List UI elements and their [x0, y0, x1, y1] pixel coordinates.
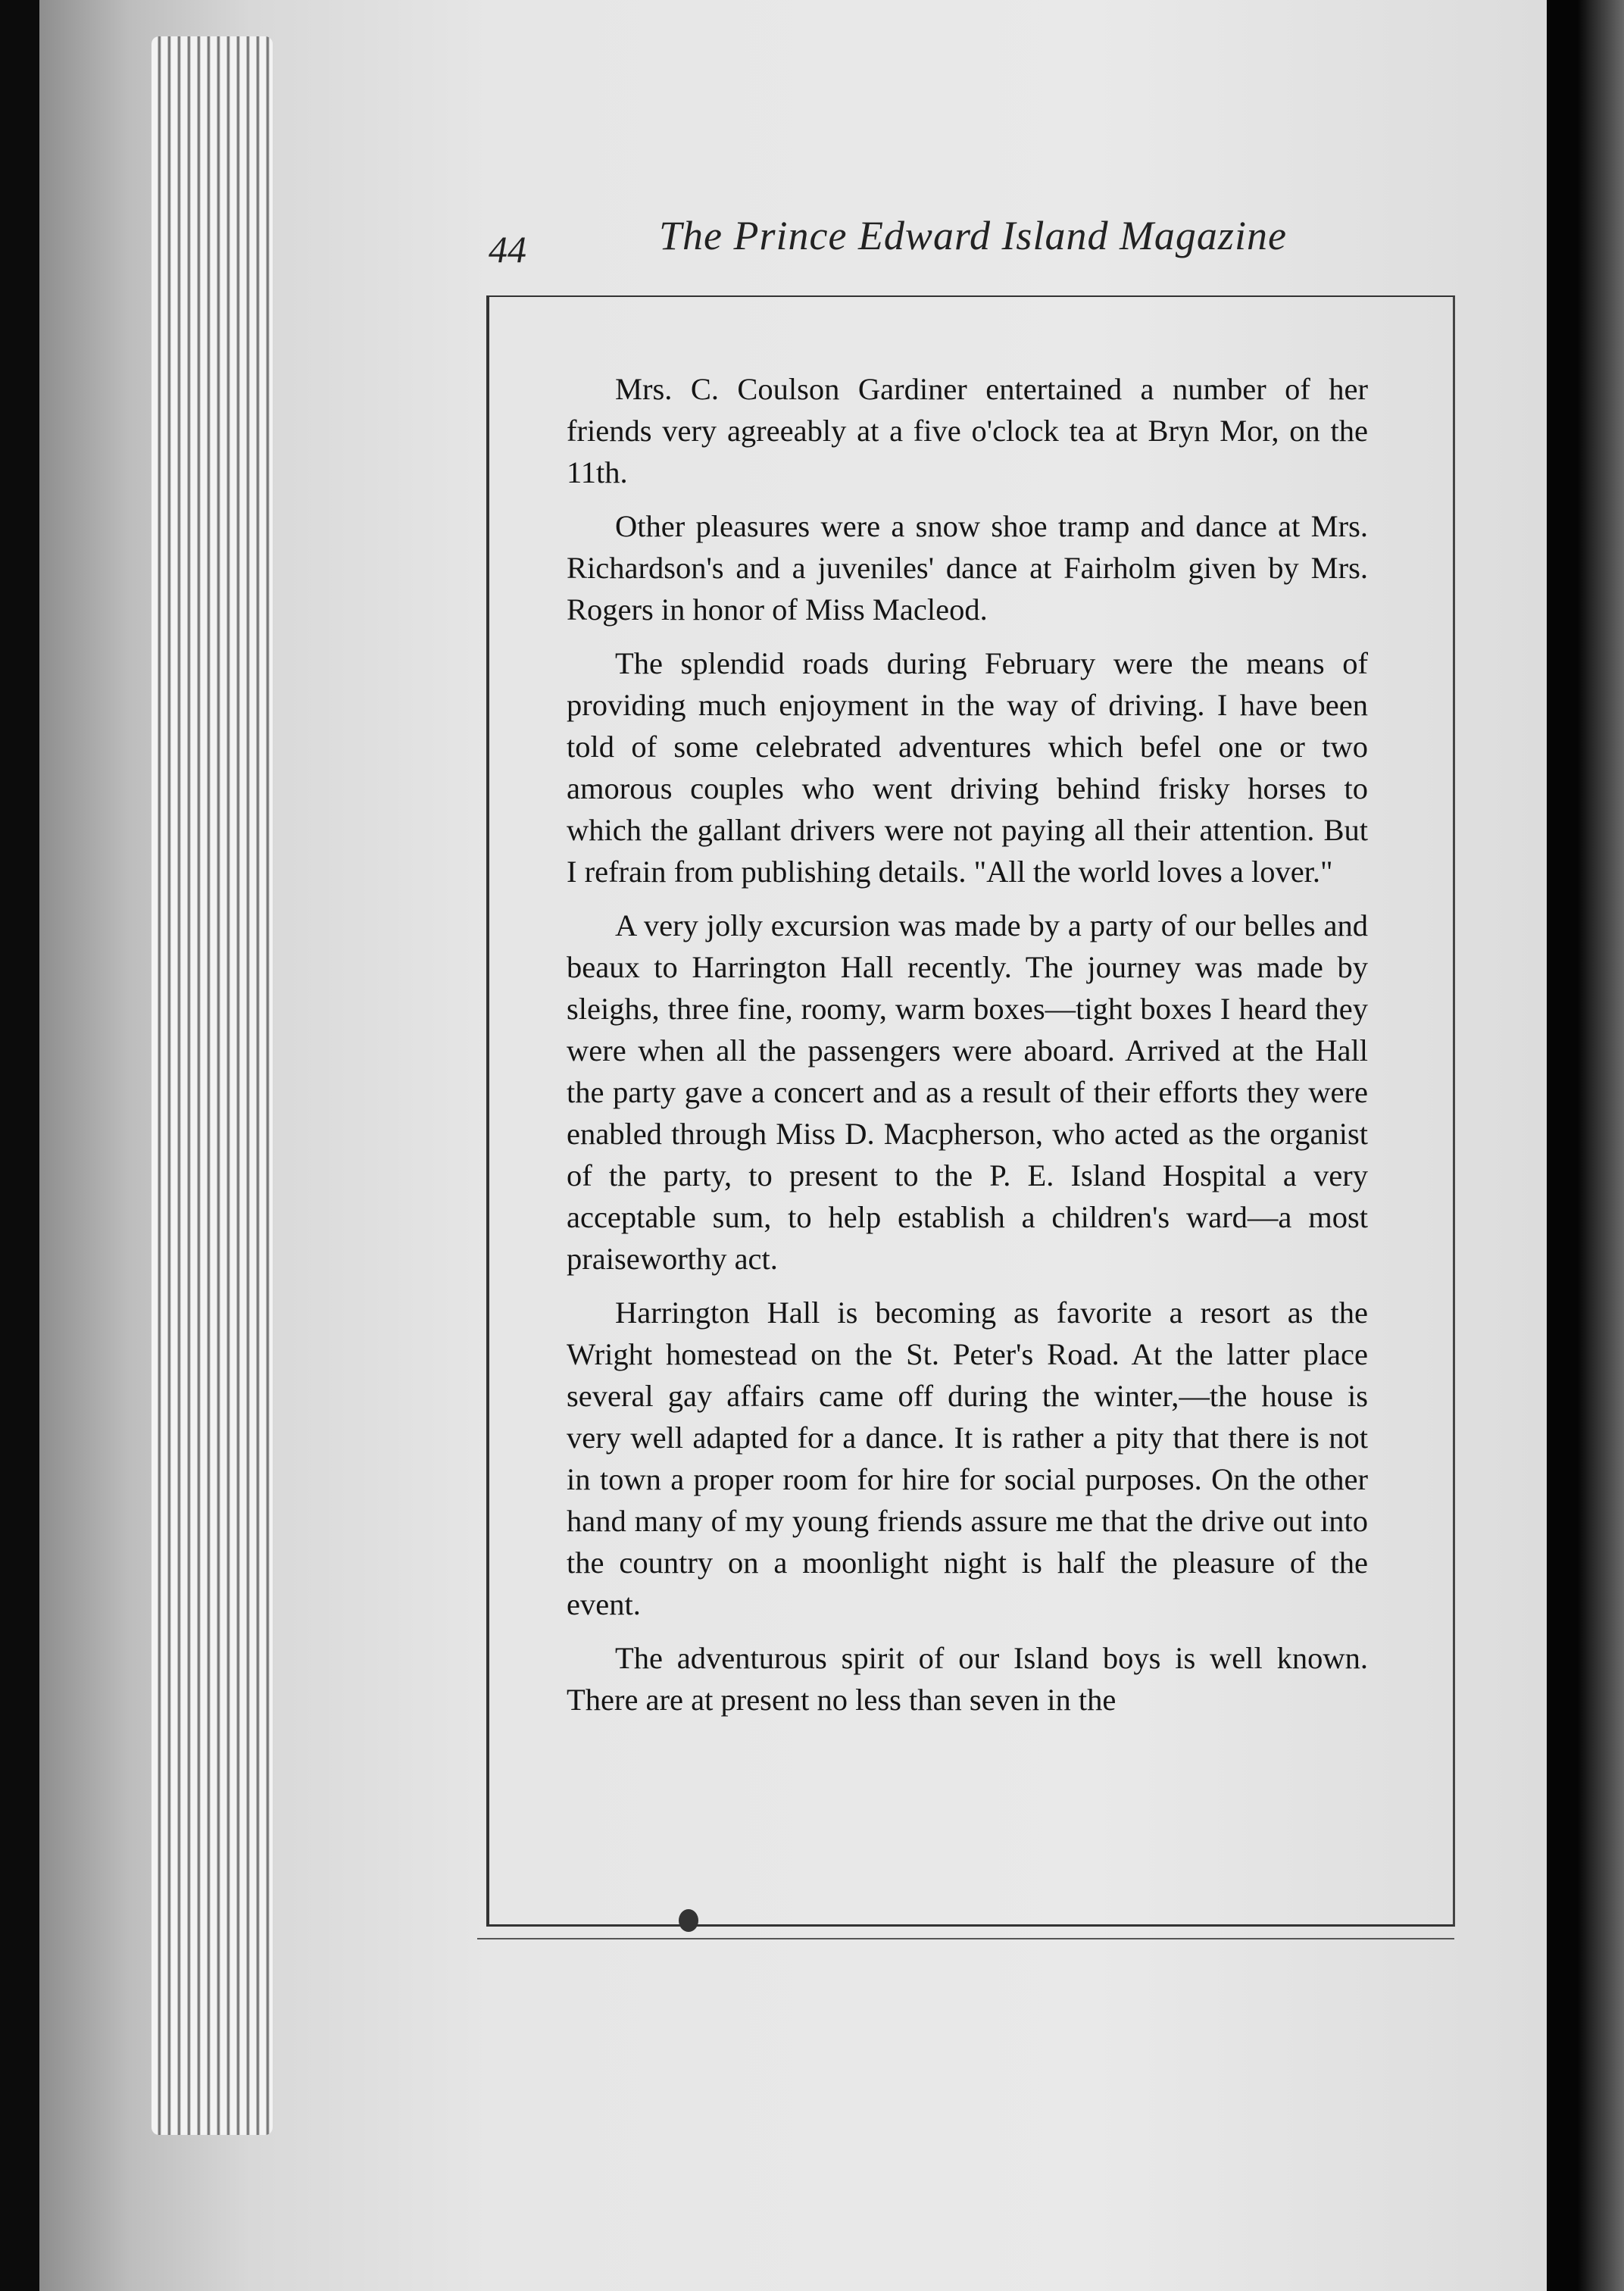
paragraph-5: Harrington Hall is becoming as favorite a resort as the Wright homestead on the St. Peter's Road. At the latter place several gay affairs came off during the winter,—the house is very well adapted for a dance. It is rather a pity that there is not in town a proper room for hire for social purposes. On the other hand many of my young friends assure me that the drive out into the country on a moonlight night is half the pleasure of the event. — [567, 1296, 1368, 1621]
paragraph-1: Mrs. C. Coulson Gardiner entertained a number of her friends very agreeably at a five o'clock tea at Bryn Mor, on the 11th. — [567, 372, 1368, 489]
paragraph-2: Other pleasures were a snow shoe tramp and dance at Mrs. Richardson's and a juveniles' dance at Fairholm given by Mrs. Rogers in honor of Miss Macleod. — [567, 509, 1368, 627]
running-head: The Prince Edward Island Magazine — [659, 213, 1287, 258]
page-number: 44 — [489, 228, 526, 270]
page-edges — [151, 36, 273, 2135]
paragraph-3: The splendid roads during February were the means of providing much enjoyment in the way of driving. I have been told of some celebrated adventures which befel one or two amorous couples who went driving behind frisky horses to which the gallant drivers were not paying all their attention. But I refrain from publishing details. "All the world loves a lover." — [567, 646, 1368, 889]
paragraph-4: A very jolly excursion was made by a party of our belles and beaux to Harrington Hall recently. The journey was made by sleighs, three fine, roomy, warm boxes—tight boxes I heard they were when all the passengers were aboard. Arrived at the Hall the party gave a concert and as a result of their efforts they were enabled through Miss D. Macpherson, who acted as the organist of the party, to present to the P. E. Island Hospital a very acceptable sum, to help establish a children's ward—a most praiseworthy act. — [567, 908, 1368, 1276]
facing-page-edge — [1547, 0, 1624, 2291]
article-body — [567, 368, 1368, 1733]
frame-rule — [477, 1938, 1454, 1939]
paragraph-6: The adventurous spirit of our Island boys is well known. There are at present no less than seven in the — [567, 1641, 1368, 1717]
ink-blot — [679, 1909, 698, 1932]
